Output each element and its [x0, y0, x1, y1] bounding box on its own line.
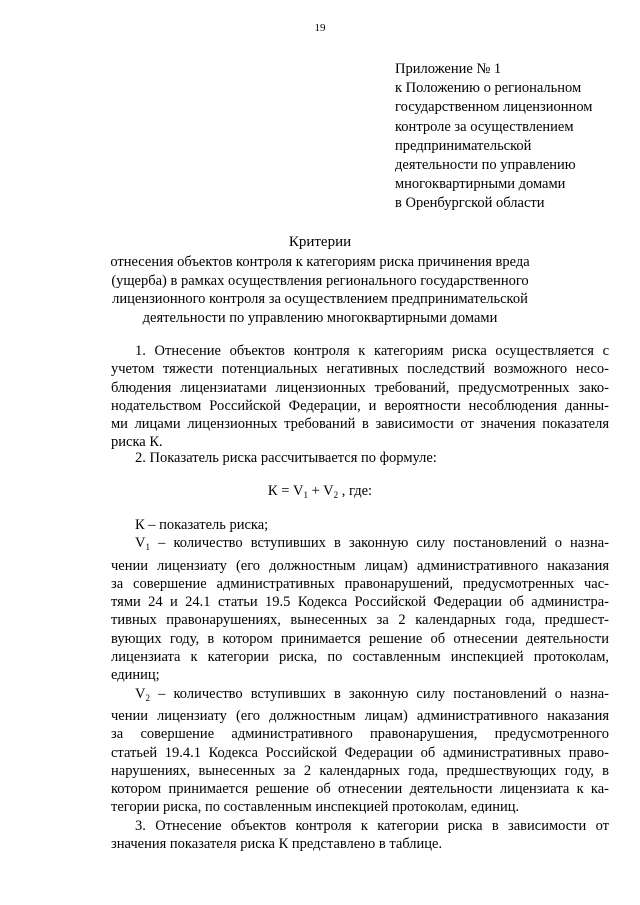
appendix-line: Приложение № 1 [395, 61, 502, 77]
formula-tail: , где: [338, 483, 373, 499]
paragraph-line: тями 24 и 24.1 статьи 19.5 Кодекса Российской Федерации об администра- [111, 594, 609, 611]
paragraph-line: чении лицензиату (его должностным лицам) административного наказания [111, 557, 609, 574]
formula-sub-1: 1 [303, 490, 308, 500]
formula-sub-2: 2 [333, 490, 339, 500]
paragraph-line: статьей 19.4.1 Кодекса Российской Федерации об административных право- [111, 744, 609, 761]
appendix-line: деятельности по управлению [395, 157, 576, 174]
v2-text: – количество вступивших в законную силу постановлений о назна- [149, 685, 609, 702]
paragraph-line: значения показателя риска К представлено в таблице. [111, 836, 443, 853]
paragraph-line: единиц; [111, 667, 160, 684]
formula-plus: + V [307, 483, 334, 499]
paragraph-line: лицензиата к категории риска, по составленным инспекцией протоколам, [111, 649, 609, 666]
appendix-line: государственном лицензионном [395, 99, 593, 116]
paragraph-line: тегории риска, по составленным инспекцией протоколам, единиц. [111, 799, 520, 816]
appendix-line: к Положению о региональном [395, 80, 582, 97]
paragraph-line: тивных правонарушениях, вынесенных за 2 календарных года, предшест- [111, 612, 609, 629]
risk-formula [0, 483, 640, 500]
v1-text: – количество вступивших в законную силу постановлений о назна- [149, 535, 609, 552]
appendix-header [395, 60, 625, 214]
paragraph-line: котором принимается решение об отнесении деятельности лицензиата к ка- [111, 781, 609, 798]
paragraph-line: вующих году, в котором принимается решение об отнесении деятельности [111, 630, 609, 647]
definitions [111, 516, 609, 853]
definition-k: К – показатель риска; [135, 517, 269, 533]
subtitle-line: деятельности по управлению многоквартирными домами [142, 309, 498, 326]
document-title: Критерии [288, 234, 352, 250]
paragraph-line: 2. Показатель риска рассчитывается по формуле: [135, 450, 437, 466]
appendix-line: в Оренбургской области [395, 195, 545, 212]
paragraph-line: чении лицензиату (его должностным лицам) административного наказания [111, 707, 609, 724]
document-subtitle [80, 253, 560, 327]
subtitle-line: (ущерба) в рамках осуществления регионального государственного [111, 272, 529, 289]
paragraph-line: учетом тяжести потенциальных негативных последствий возможного несо- [111, 361, 609, 378]
subtitle-line: отнесения объектов контроля к категориям риска причинения вреда [110, 254, 530, 270]
paragraph-line: нарушениях, вынесенных за 2 календарных года, предшествующих году, в [111, 762, 609, 779]
subtitle-line: лицензионного контроля за осуществлением предпринимательской [112, 291, 528, 308]
paragraph-line: риска К. [111, 434, 163, 451]
v2-subscript: 2 [145, 692, 150, 703]
v1-subscript: 1 [145, 542, 150, 553]
paragraph-line: 1. Отнесение объектов контроля к категориям риска осуществляется с [135, 343, 609, 359]
v2-symbol: V [135, 685, 146, 702]
v1-symbol: V [135, 535, 146, 552]
appendix-line: предпринимательской [395, 137, 532, 154]
paragraph-1 [111, 342, 609, 452]
paragraph-line: блюдения лицензиатами лицензионных требований, предусмотренных зако- [111, 379, 609, 396]
paragraph-line: нодательством Российской Федерации, и вероятности несоблюдения данны- [111, 397, 609, 414]
appendix-line: контроле за осуществлением [395, 118, 574, 135]
paragraph-3: 3. Отнесение объектов контроля к категории риска в зависимости от [135, 817, 609, 834]
appendix-line: многоквартирными домами [395, 176, 566, 193]
page-number: 19 [314, 22, 326, 34]
definition-v2 [111, 685, 609, 707]
paragraph-line: ми лицами лицензионных требований в зависимости от значения показателя [111, 416, 609, 433]
formula-left: К = V [267, 483, 304, 499]
paragraph-2 [111, 449, 609, 467]
definition-v1 [111, 534, 609, 556]
paragraph-line: за совершение административного правонарушения, предусмотренного [111, 726, 609, 743]
paragraph-line: за совершение административных правонарушений, предусмотренных час- [111, 575, 609, 592]
